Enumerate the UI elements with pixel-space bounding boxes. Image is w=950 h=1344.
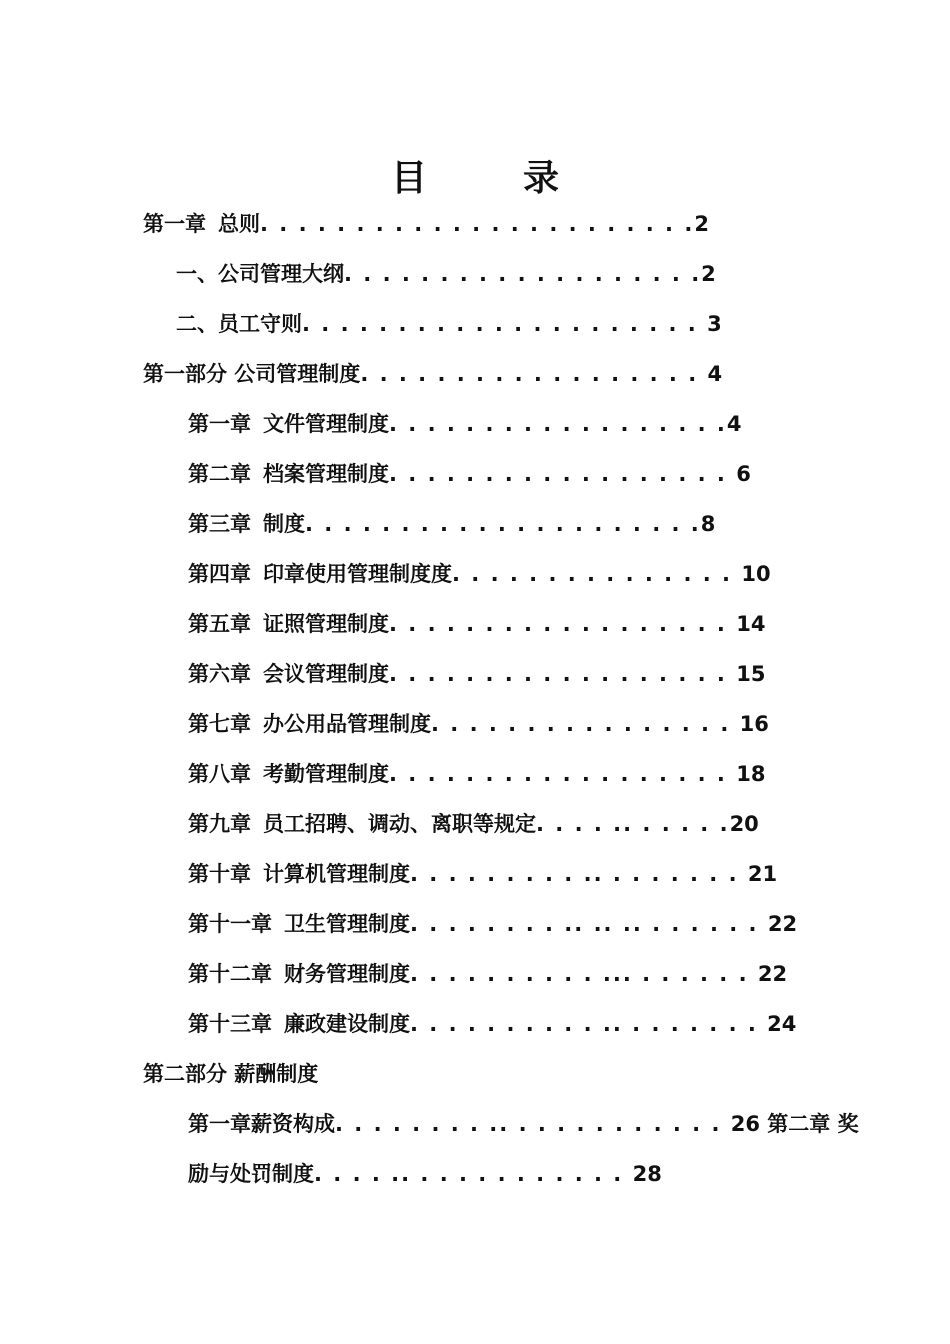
toc-chapter-number: 第五章 (188, 612, 251, 636)
page-title (0, 150, 950, 201)
toc-entry-title: 励与处罚制度 (188, 1162, 314, 1186)
toc-entry-title: 财务管理制度 (284, 962, 410, 986)
toc-page-number: 15 (736, 662, 766, 686)
toc-leader: . . . . . . . . . . . . . . . . . . . . . (302, 312, 708, 336)
toc-chapter-number: 第二章 (188, 462, 251, 486)
toc-chapter-number: 第八章 (188, 762, 251, 786)
toc-entry[interactable] (188, 654, 765, 694)
toc-chapter-number: 第十章 (188, 862, 251, 886)
toc-leader: . . . . . . . . . . . . . . . (452, 562, 742, 586)
toc-page-number: 2 (694, 212, 709, 236)
toc-entry-title: 一、公司管理大纲 (176, 262, 344, 286)
toc-entry[interactable] (176, 254, 716, 294)
title-char-2: 录 (523, 158, 560, 199)
toc-leader: . . . . .. . . . . . (536, 812, 730, 836)
toc-entry-title: 第一章薪资构成 (188, 1112, 335, 1136)
toc-leader: . . . . . . . . . . . . . . . . . . (389, 762, 737, 786)
toc-entry[interactable] (188, 554, 771, 594)
toc-part-entry[interactable] (143, 354, 722, 394)
toc-page-number: 4 (707, 362, 723, 386)
toc-entry[interactable] (188, 454, 751, 494)
toc-entry-title: 卫生管理制度 (284, 912, 410, 936)
toc-page-number: 14 (736, 612, 766, 636)
toc-chapter-number: 第一章 (188, 412, 251, 436)
toc-leader: . . . . . . . . . . . . . . . . . . (389, 462, 737, 486)
toc-chapter-number: 第九章 (188, 812, 251, 836)
toc-entry[interactable] (188, 1154, 662, 1194)
toc-leader: . . . . . . . . . . ... . . . . . . (410, 962, 758, 986)
toc-chapter-number: 第一章 (143, 212, 206, 236)
toc-page-number: 8 (700, 512, 716, 536)
toc-entry[interactable] (188, 1104, 859, 1144)
toc-entry-title: 总则 (218, 212, 260, 236)
toc-entry-title: 计算机管理制度 (263, 862, 410, 886)
toc-entry[interactable] (188, 1004, 796, 1044)
toc-page-number: 22 (767, 912, 798, 936)
toc-page-number: 4 (726, 412, 742, 436)
toc-entry[interactable] (188, 954, 787, 994)
toc-leader: . . . . . . . . . . . . . . . . . . (389, 412, 727, 436)
toc-page-number: 2 (701, 262, 716, 286)
toc-entry[interactable] (188, 854, 777, 894)
toc-entry-title: 会议管理制度 (263, 662, 389, 686)
toc-chapter-number: 第十三章 (188, 1012, 272, 1036)
toc-page-number: 18 (736, 762, 766, 786)
toc-leader: . . . . . . . . . . . . . . . . . . (389, 612, 737, 636)
toc-entry-title: 证照管理制度 (263, 612, 389, 636)
toc-entry[interactable] (188, 804, 759, 844)
toc-leader: . . . . .. . . . . . . . . . . . (314, 1162, 633, 1186)
toc-leader: . . . . . . . . . .. . . . . . . . (410, 862, 748, 886)
toc-entry[interactable] (188, 404, 742, 444)
toc-page-number: 3 (707, 312, 722, 336)
toc-chapter-number: 第十一章 (188, 912, 272, 936)
toc-leader: . . . . . . . . . . . . . . . . . . . . . (305, 512, 701, 536)
toc-page-number: 24 (767, 1012, 797, 1036)
toc-page-number: 16 (739, 712, 769, 736)
toc-entry-title: 制度 (263, 512, 305, 536)
toc-entry-title: 二、员工守则 (176, 312, 302, 336)
toc-entry[interactable] (188, 604, 765, 644)
toc-chapter-number: 第三章 (188, 512, 251, 536)
toc-entry-title: 考勤管理制度 (263, 762, 389, 786)
toc-entry[interactable] (188, 504, 715, 544)
toc-page-number: 20 (729, 812, 759, 836)
toc-entry-title: 办公用品管理制度 (263, 712, 431, 736)
toc-leader: . . . . . . . . .. . . . . . . . . . . . (335, 1112, 731, 1136)
toc-chapter-number: 第七章 (188, 712, 251, 736)
toc-chapter-number: 第十二章 (188, 962, 272, 986)
toc-leader: . . . . . . . . .. .. .. . . . . . . (410, 912, 768, 936)
toc-entry[interactable] (176, 304, 722, 344)
toc-entry[interactable] (188, 904, 797, 944)
toc-part-title: 第二部分 薪酬制度 (143, 1062, 319, 1086)
toc-leader: . . . . . . . . . . . . . . . . (431, 712, 740, 736)
toc-leader: . . . . . . . . . . . . . . . . . . . (344, 262, 702, 286)
title-char-1: 目 (390, 158, 427, 199)
toc-entry-title: 档案管理制度 (263, 462, 389, 486)
toc-leader: . . . . . . . . . . . . . . . . . . (389, 662, 737, 686)
toc-entry[interactable] (188, 704, 769, 744)
toc-leader: . . . . . . . . . . .. . . . . . . . (410, 1012, 768, 1036)
toc-part-title: 第一部分 公司管理制度 (143, 362, 361, 386)
toc-part-entry[interactable] (143, 1054, 318, 1094)
toc-entry-title: 印章使用管理制度度 (263, 562, 452, 586)
toc-leader: . . . . . . . . . . . . . . . . . . (360, 362, 708, 386)
toc-leader: . . . . . . . . . . . . . . . . . . . . . . . (260, 212, 695, 236)
toc-entry[interactable] (143, 204, 709, 244)
toc-entry[interactable] (188, 754, 765, 794)
toc-entry-title: 文件管理制度 (263, 412, 389, 436)
toc-page-number: 10 (741, 562, 771, 586)
toc-entry-title: 员工招聘、调动、离职等规定 (263, 812, 536, 836)
toc-chapter-number: 第六章 (188, 662, 251, 686)
toc-page-number: 22 (757, 962, 788, 986)
toc-entry-title: 廉政建设制度 (284, 1012, 410, 1036)
toc-page-number: 6 (736, 462, 751, 486)
toc-page-number: 28 (632, 1162, 662, 1186)
toc-chapter-number: 第四章 (188, 562, 251, 586)
toc-page-number: 21 (747, 862, 778, 886)
toc-page-number: 26 第二章 奖 (730, 1112, 859, 1136)
